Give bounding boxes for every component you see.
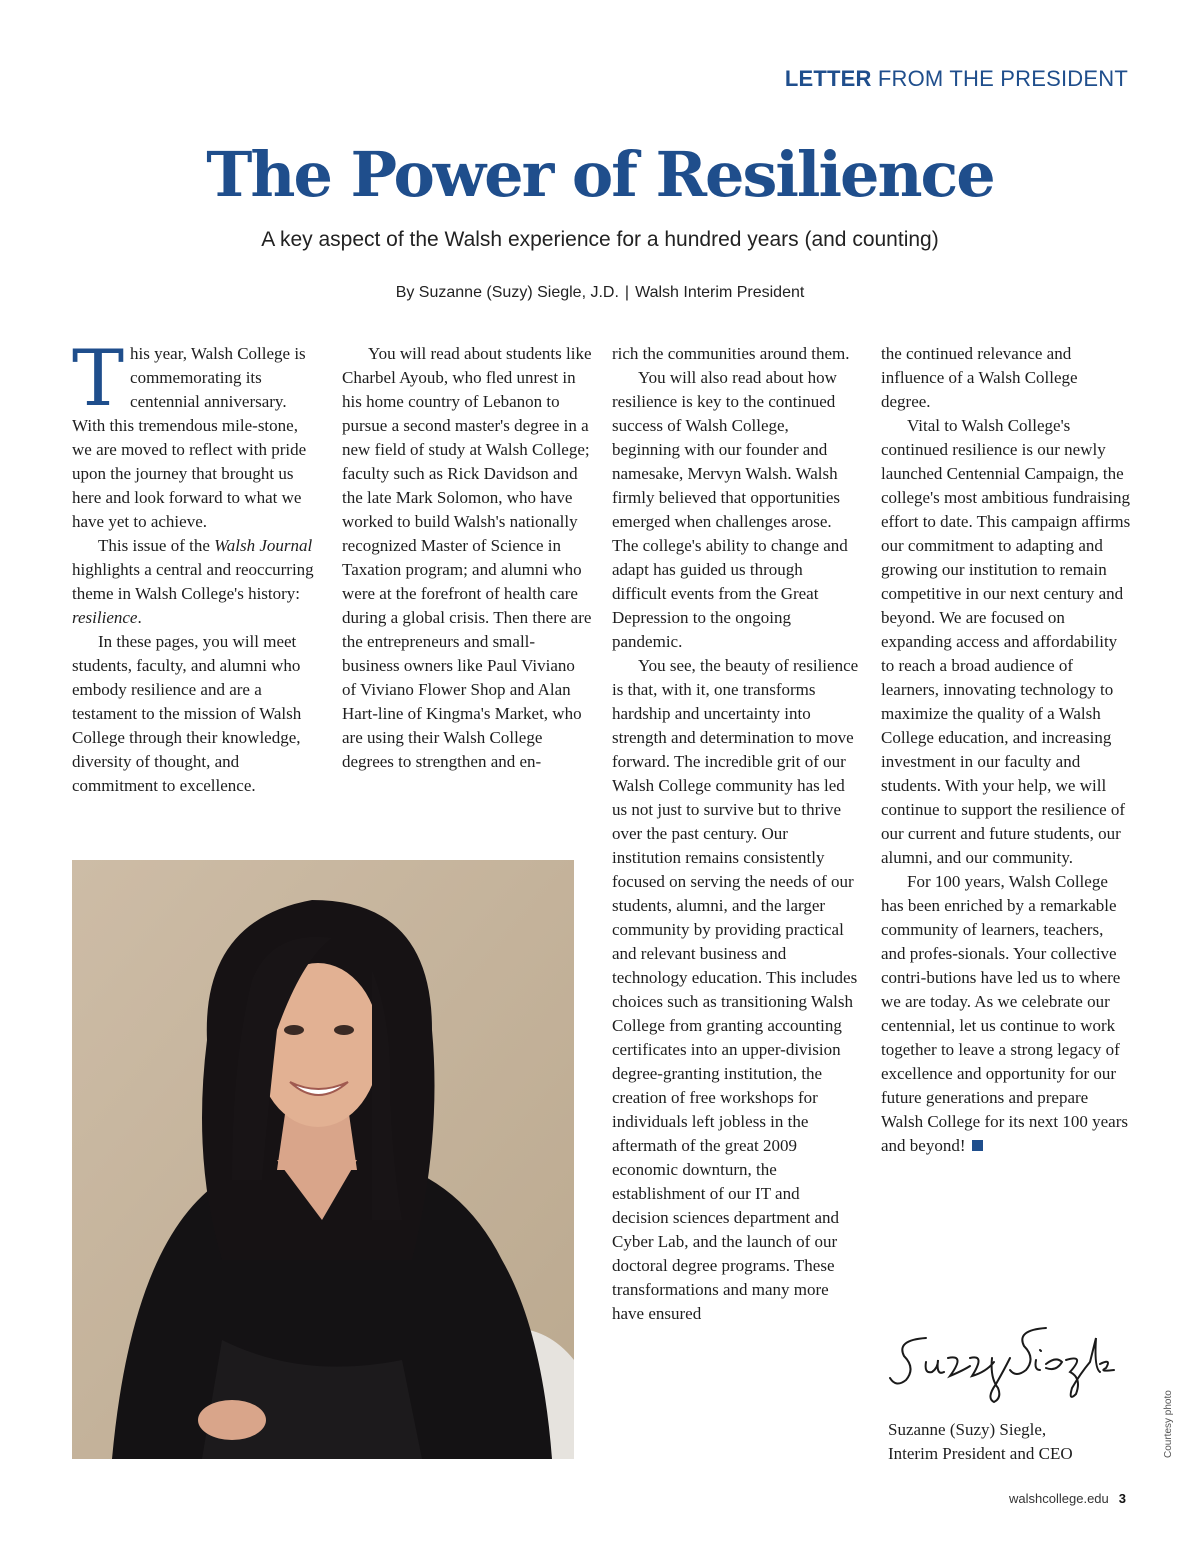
paragraph: rich the communities around them. bbox=[612, 344, 850, 363]
page-number: 3 bbox=[1118, 1491, 1126, 1506]
byline bbox=[0, 284, 1200, 302]
paragraph-text: This issue of the bbox=[98, 536, 215, 555]
emphasis-word: resilience bbox=[72, 608, 138, 627]
paragraph-text: his year, Walsh College is commemorating its centennial anniversary. With this tremendous mile-stone, we are moved to reflect with pride upon the journey that brought us here and look forward to what we have yet to achieve. bbox=[72, 344, 307, 531]
publication-name: Walsh Journal bbox=[214, 536, 313, 555]
signer-title: Interim President and CEO bbox=[888, 1444, 1073, 1463]
section-label-rest: FROM THE PRESIDENT bbox=[877, 66, 1128, 91]
paragraph: the continued relevance and influence of a Walsh College degree. bbox=[881, 344, 1078, 411]
paragraph: You will also read about how resilience is key to the continued success of Walsh College, beginning with our founder and namesake, Mervyn Walsh. Walsh firmly believed that opportunities emerged when challenges arose. The college's ability to change and adapt has guided us through difficult events from the Great Depression to the ongoing pandemic. bbox=[612, 368, 848, 651]
drop-cap: T bbox=[72, 334, 125, 424]
paragraph bbox=[72, 534, 322, 630]
column-4 bbox=[881, 342, 1131, 1158]
byline-author: By Suzanne (Suzy) Siegle, J.D. bbox=[395, 284, 619, 301]
photo-credit: Courtesy photo bbox=[1163, 1390, 1174, 1458]
section-label-bold: LETTER bbox=[784, 66, 872, 91]
byline-separator: | bbox=[624, 284, 630, 301]
paragraph-text: For 100 years, Walsh College has been enriched by a remarkable community of learners, teachers, and profes-sionals. Your collective contri-butions have led us to where we are today. As we celebrate our centennial, let us continue to work together to leave a strong legacy of excellence and opportunity for our future generations and prepare Walsh College for its next 100 years and beyond! bbox=[881, 872, 1128, 1155]
column-1 bbox=[72, 334, 322, 798]
paragraph-text: . bbox=[137, 608, 142, 627]
section-label bbox=[785, 66, 1128, 92]
paragraph-text: highlights a central and reoccurring theme in Walsh College's history: bbox=[72, 560, 314, 603]
handwritten-signature bbox=[886, 1318, 1116, 1408]
article-title: The Power of Resilience bbox=[206, 138, 994, 211]
column-2 bbox=[342, 342, 592, 774]
paragraph: You will read about students like Charbel Ayoub, who fled unrest in his home country of Lebanon to pursue a second master's degree in a new field of study at Walsh College; faculty such as Rick Davidson and the late Mark Solomon, who have worked to build Walsh's nationally recognized Master of Science in Taxation program; and alumni who were at the forefront of health care during a global crisis. Then there are the entrepreneurs and small-business owners like Paul Viviano of Viviano Flower Shop and Alan Hart-line of Kingma's Market, who are using their Walsh College degrees to strengthen and en- bbox=[342, 344, 592, 771]
article-subtitle: A key aspect of the Walsh experience for a hundred years (and counting) bbox=[261, 228, 939, 251]
signature-block bbox=[888, 1418, 1073, 1466]
footer-url: walshcollege.edu bbox=[1009, 1491, 1109, 1506]
byline-role: Walsh Interim President bbox=[635, 284, 805, 301]
paragraph bbox=[881, 870, 1131, 1158]
paragraph: Vital to Walsh College's continued resilience is our newly launched Centennial Campaign, the college's most ambitious fundraising effort to date. This campaign affirms our commitment to adapting and growing our institution to remain competitive in our next century and beyond. We are focused on expanding access and affordability to reach a broad audience of learners, innovating technology to maximize the quality of a Walsh College education, and increasing investment in our faculty and students. With your help, we will continue to support the resilience of our current and future students, our alumni, and our community. bbox=[881, 416, 1131, 867]
column-3 bbox=[612, 342, 860, 1326]
paragraph: You see, the beauty of resilience is that, with it, one transforms hardship and uncertainty into strength and determination to move forward. The incredible grit of our Walsh College community has led us not just to survive but to thrive over the past century. Our institution remains consistently focused on serving the needs of our students, alumni, and the larger community by providing practical and relevant business and technology education. This includes choices such as transitioning Walsh College from granting accounting certificates into an upper-division degree-granting institution, the creation of free workshops for individuals left jobless in the aftermath of the great 2009 economic downturn, the establishment of our IT and decision sciences department and Cyber Lab, and the launch of our doctoral degree programs. These transformations and many more have ensured bbox=[612, 656, 859, 1323]
president-portrait-photo bbox=[72, 860, 574, 1459]
end-mark-icon bbox=[972, 1140, 983, 1151]
page-footer bbox=[1009, 1491, 1126, 1506]
signer-name: Suzanne (Suzy) Siegle, bbox=[888, 1420, 1047, 1439]
paragraph: In these pages, you will meet students, faculty, and alumni who embody resilience and are a testament to the mission of Walsh College through their knowledge, diversity of thought, and commitment to excellence. bbox=[72, 632, 302, 795]
paragraph bbox=[72, 334, 322, 534]
